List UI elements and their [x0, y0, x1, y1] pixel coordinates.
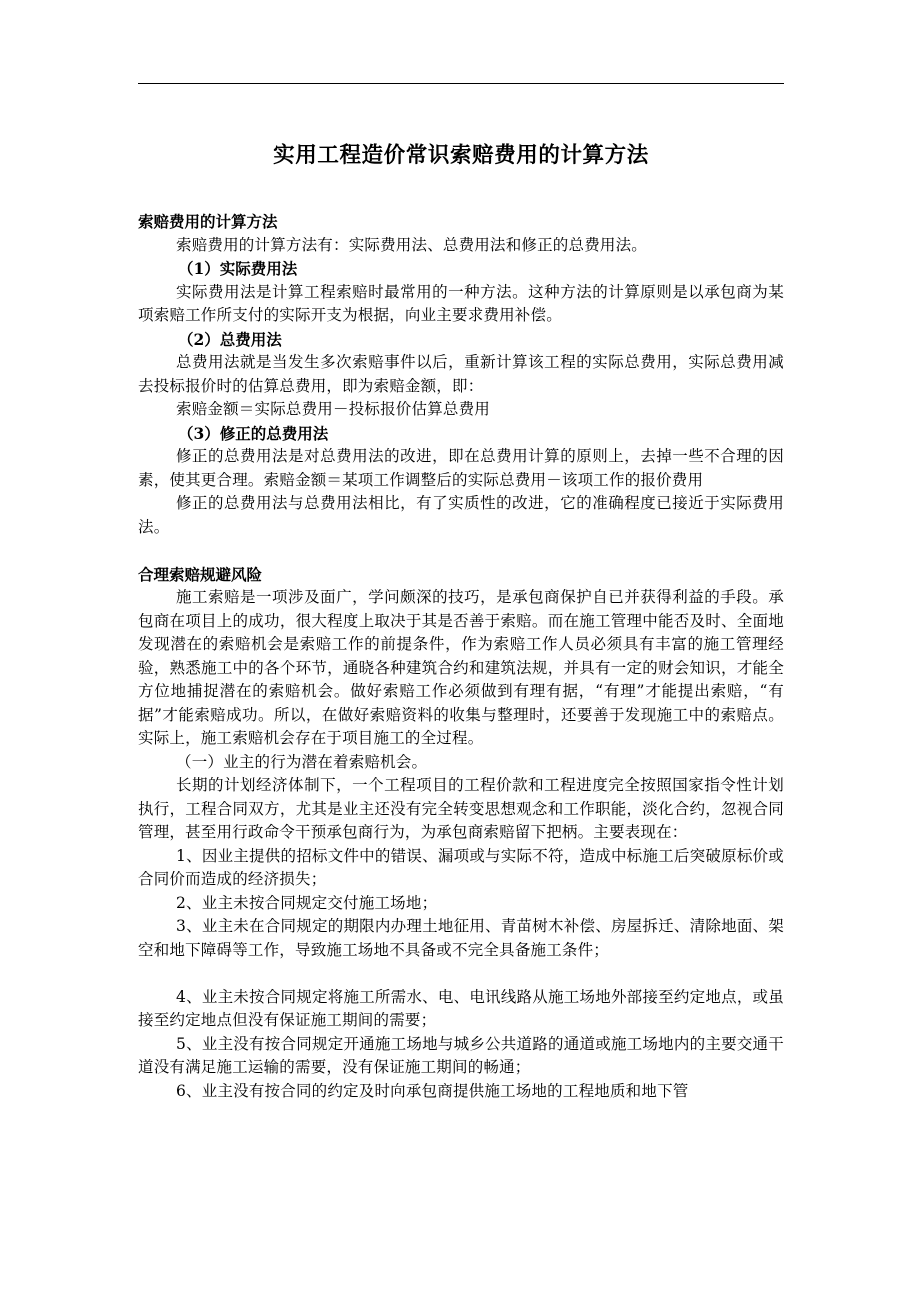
- method-1-text: 实际费用法是计算工程索赔时最常用的一种方法。这种方法的计算原则是以承包商为某项索赔工作所支付的实际开支为根据，向业主要求费用补偿。: [138, 282, 784, 324]
- method-1-title: （1）实际费用法: [178, 259, 298, 278]
- spacer: [138, 962, 784, 986]
- section-heading-calculation: 索赔费用的计算方法: [138, 212, 278, 231]
- paragraph-intro: 索赔费用的计算方法有：实际费用法、总费用法和修正的总费用法。: [176, 235, 648, 254]
- section-heading-risk: 合理索赔规避风险: [138, 564, 263, 584]
- spacer: [138, 539, 784, 563]
- list-item: 4、业主未按合同规定将施工所需水、电、电讯线路从施工场地外部接至约定地点，或虽接至约定地点但没有保证施工期间的需要；: [138, 987, 784, 1029]
- method-3-compare: 修正的总费用法与总费用法相比，有了实质性的改进，它的准确程度已接近于实际费用法。: [138, 494, 784, 536]
- paragraph-claims-overview: 施工索赔是一项涉及面广，学问颇深的技巧，是承包商保护自已并获得利益的手段。承包商在项目上的成功，很大程度上取决于其是否善于索赔。而在施工管理中能否及时、全面地发现潜在的索赔机会是索赔工作的前提条件，作为索赔工作人员必须具有丰富的施工管理经验，熟悉施工中的各个环节，通晓各种建筑合约和建筑法规，并具有一定的财会知识，才能全方位地捕捉潜在的索赔机会。做好索赔工作必须做到有理有据，“有理”才能提出索赔，“有据”才能索赔成功。所以，在做好索赔资料的收集与整理时，还要善于发现施工中的索赔点。实际上，施工索赔机会存在于项目施工的全过程。: [138, 588, 784, 747]
- page-title: 实用工程造价常识索赔费用的计算方法: [273, 143, 649, 168]
- method-2-text: 总费用法就是当发生多次索赔事件以后，重新计算该工程的实际总费用，实际总费用减去投标报价时的估算总费用，即为索赔金额，即：: [138, 353, 784, 395]
- method-2-title: （2）总费用法: [178, 329, 282, 349]
- list-item: 1、因业主提供的招标文件中的错误、漏项或与实际不符，造成中标施工后突破原标价或合同价而造成的经济损失；: [138, 846, 784, 888]
- list-item: 6、业主没有按合同的约定及时向承包商提供施工场地的工程地质和地下管: [176, 1081, 689, 1100]
- paragraph-owner-behavior: （一）业主的行为潜在着索赔机会。: [176, 752, 428, 771]
- list-item: 2、业主未按合同规定交付施工场地；: [176, 893, 438, 912]
- list-item: 3、业主未在合同规定的期限内办理土地征用、青苗树木补偿、房屋拆迁、清除地面、架空和地下障碍等工作，导致施工场地不具备或不完全具备施工条件；: [138, 917, 784, 959]
- method-3-text: 修正的总费用法是对总费用法的改进，即在总费用计算的原则上，去掉一些不合理的因素，使其更合理。索赔金额＝某项工作调整后的实际总费用－该项工作的报价费用: [138, 447, 784, 489]
- method-3-title: （3）修正的总费用法: [178, 423, 329, 443]
- header-rule: [138, 83, 784, 84]
- list-item: 5、业主没有按合同规定开通施工场地与城乡公共道路的通道或施工场地内的主要交通干道没有满足施工运输的需要，没有保证施工期间的畅通；: [138, 1034, 784, 1076]
- method-2-formula: 索赔金额＝实际总费用－投标报价估算总费用: [176, 400, 491, 418]
- document-body: [138, 140, 784, 1103]
- paragraph-planned-economy: 长期的计划经济体制下，一个工程项目的工程价款和工程进度完全按照国家指令性计划执行，工程合同双方，尤其是业主还没有完全转变思想观念和工作职能，淡化合约，忽视合同管理，甚至用行政命令干预承包商行为，为承包商索赔留下把柄。主要表现在：: [138, 776, 784, 841]
